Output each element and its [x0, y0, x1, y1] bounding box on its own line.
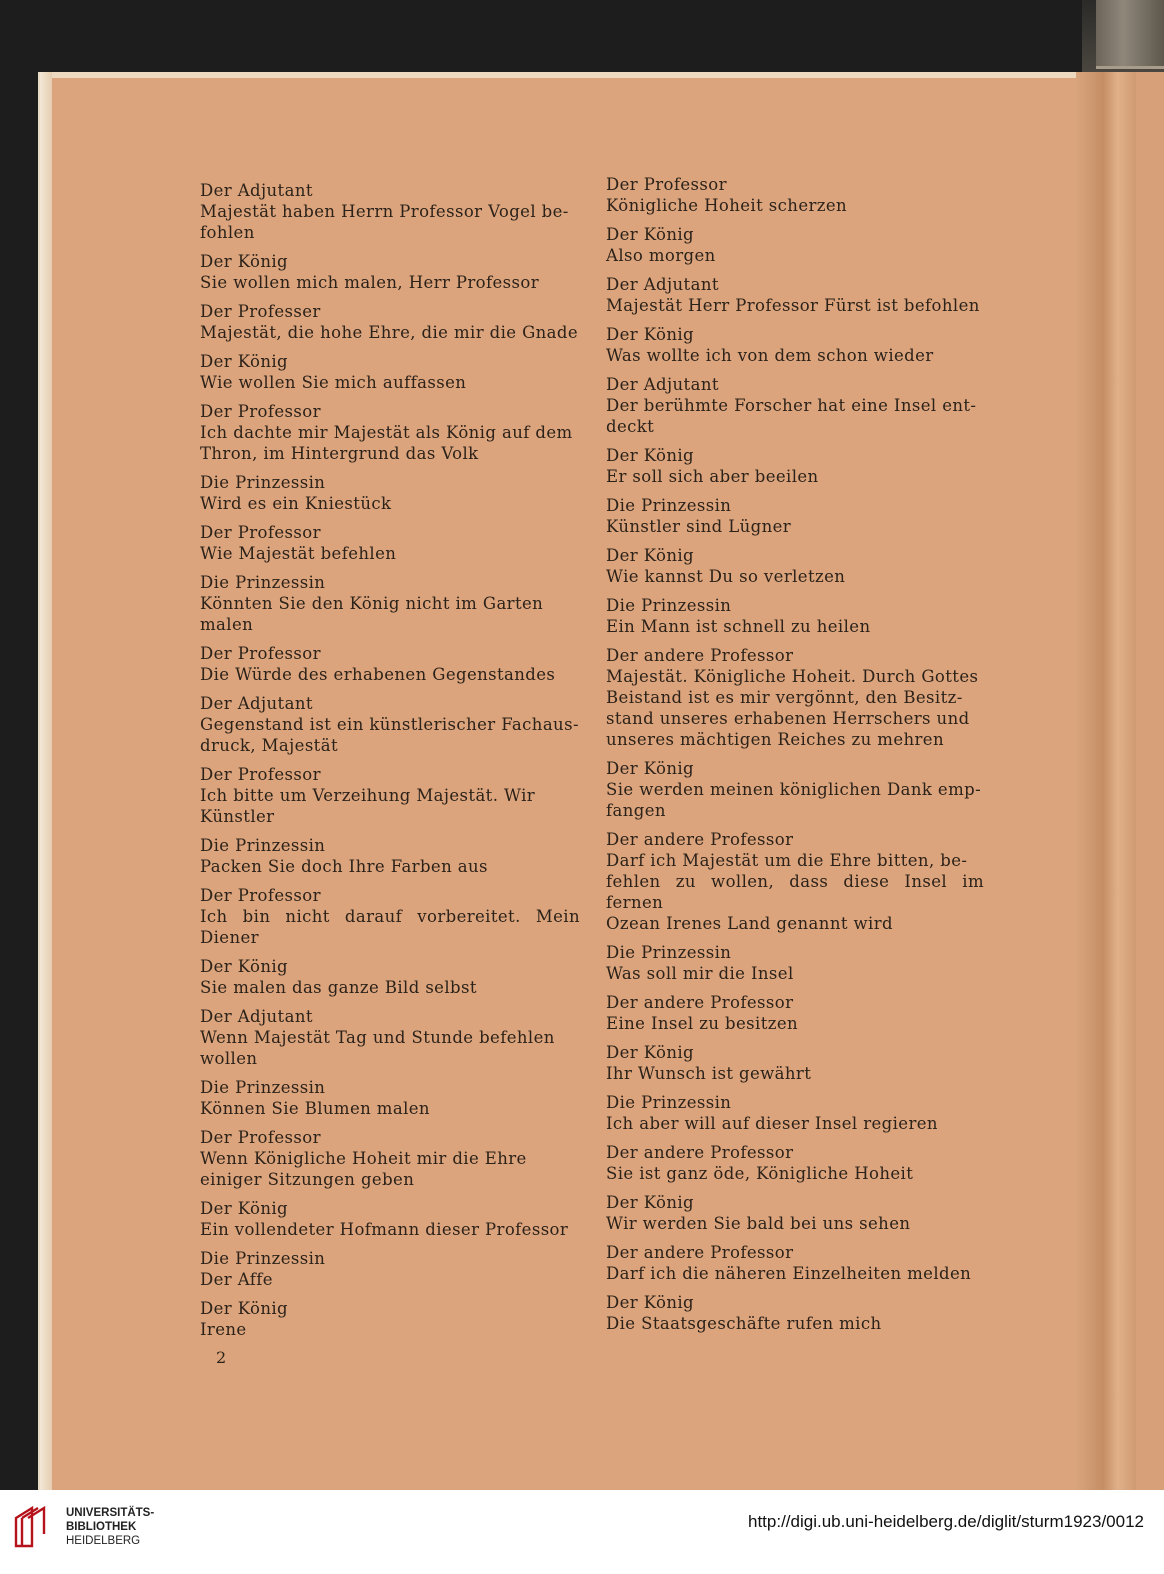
dialogue-entry [606, 1242, 984, 1284]
dialogue-entry [200, 1006, 580, 1069]
dialogue-entry [606, 495, 984, 537]
dialogue-line: wollen [200, 1049, 258, 1068]
speaker-name: Die Prinzessin [606, 496, 732, 515]
page-left-edge [40, 72, 52, 1490]
speaker-name: Die Prinzessin [200, 1249, 326, 1268]
dialogue-entry [606, 1042, 984, 1084]
dialogue-line: unseres mächtigen Reiches zu mehren [606, 730, 944, 749]
dialogue-entry [200, 1198, 580, 1240]
speaker-name: Der König [606, 225, 695, 244]
library-name-line2: BIBLIOTHEK [66, 1521, 137, 1533]
speaker-name: Die Prinzessin [606, 943, 732, 962]
speaker-name: Der König [200, 1199, 289, 1218]
speaker-name: Der König [606, 325, 695, 344]
speaker-name: Der König [606, 759, 695, 778]
dialogue-entry [606, 1142, 984, 1184]
page-gutter [1076, 72, 1136, 1490]
dialogue-entry [200, 693, 580, 756]
speaker-name: Der Professer [200, 302, 321, 321]
dialogue-line: Was wollte ich von dem schon wieder [606, 346, 934, 365]
dialogue-line: Wenn Majestät Tag und Stunde befehlen [200, 1028, 555, 1047]
speaker-name: Der andere Professor [606, 993, 794, 1012]
dialogue-line: Ein vollendeter Hofmann dieser Professor [200, 1220, 569, 1239]
dialogue-line: einiger Sitzungen geben [200, 1170, 415, 1189]
dialogue-line: fehlen zu wollen, dass diese Insel im fernen [606, 872, 984, 912]
dialogue-entry [200, 835, 580, 877]
dialogue-entry [200, 522, 580, 564]
dialogue-line: Ihr Wunsch ist gewährt [606, 1064, 812, 1083]
dialogue-line: Eine Insel zu besitzen [606, 1014, 799, 1033]
dialogue-line: Packen Sie doch Ihre Farben aus [200, 857, 488, 876]
dialogue-entry [606, 445, 984, 487]
dialogue-entry [200, 301, 580, 343]
adjacent-book-edge [1082, 0, 1164, 72]
dialogue-entry [200, 1127, 580, 1190]
dialogue-line: Ich aber will auf dieser Insel regieren [606, 1114, 938, 1133]
dialogue-line: Wir werden Sie bald bei uns sehen [606, 1214, 911, 1233]
dialogue-line: Wird es ein Kniestück [200, 494, 392, 513]
dialogue-line: Ich bitte um Verzeihung Majestät. Wir [200, 786, 536, 805]
dialogue-line: Wie wollen Sie mich auffassen [200, 373, 467, 392]
dialogue-line: Irene [200, 1320, 247, 1339]
dialogue-line: Beistand ist es mir vergönnt, den Besitz- [606, 688, 963, 707]
dialogue-line: Sie werden meinen königlichen Dank emp- [606, 780, 982, 799]
dialogue-line: Wie kannst Du so verletzen [606, 567, 846, 586]
speaker-name: Der Adjutant [606, 375, 719, 394]
dialogue-entry [200, 764, 580, 827]
speaker-name: Der Professor [200, 402, 321, 421]
dialogue-entry [606, 1092, 984, 1134]
dialogue-line: Wie Majestät befehlen [200, 544, 397, 563]
library-logo-icon [12, 1504, 58, 1550]
dialogue-entry [200, 180, 580, 243]
dialogue-line: Der berühmte Forscher hat eine Insel ent- [606, 396, 977, 415]
dialogue-entry [200, 956, 580, 998]
library-name-line3: HEIDELBERG [66, 1535, 141, 1547]
speaker-name: Der andere Professor [606, 1143, 794, 1162]
speaker-name: Der Professor [200, 1128, 321, 1147]
dialogue-line: Er soll sich aber beeilen [606, 467, 819, 486]
speaker-name: Der König [606, 1193, 695, 1212]
speaker-name: Der Adjutant [606, 275, 719, 294]
speaker-name: Der König [606, 546, 695, 565]
speaker-name: Die Prinzessin [606, 596, 732, 615]
dialogue-line: Sie ist ganz öde, Königliche Hoheit [606, 1164, 914, 1183]
dialogue-line: Ein Mann ist schnell zu heilen [606, 617, 871, 636]
dialogue-line: Die Staatsgeschäfte rufen mich [606, 1314, 882, 1333]
dialogue-line: Gegenstand ist ein künstlerischer Fachaus- [200, 715, 579, 734]
dialogue-line: Die Würde des erhabenen Gegenstandes [200, 665, 556, 684]
dialogue-entry [200, 1298, 580, 1340]
speaker-name: Der andere Professor [606, 646, 794, 665]
speaker-name: Der Adjutant [200, 181, 313, 200]
speaker-name: Der Adjutant [200, 1007, 313, 1026]
dialogue-entry [200, 643, 580, 685]
dialogue-line: Ich dachte mir Majestät als König auf dem [200, 423, 573, 442]
speaker-name: Der Professor [606, 175, 727, 194]
book-spine [1096, 0, 1164, 69]
dialogue-entry [200, 251, 580, 293]
speaker-name: Die Prinzessin [200, 836, 326, 855]
dialogue-line: Könnten Sie den König nicht im Garten [200, 594, 544, 613]
speaker-name: Der andere Professor [606, 830, 794, 849]
dialogue-line: Künstler sind Lügner [606, 517, 792, 536]
dialogue-entry [606, 758, 984, 821]
dialogue-line: Können Sie Blumen malen [200, 1099, 430, 1118]
dialogue-entry [606, 174, 984, 216]
dialogue-entry [606, 645, 984, 750]
dialogue-line: Ozean Irenes Land genannt wird [606, 914, 893, 933]
dialogue-line: Wenn Königliche Hoheit mir die Ehre [200, 1149, 527, 1168]
speaker-name: Die Prinzessin [606, 1093, 732, 1112]
dialogue-line: Sie malen das ganze Bild selbst [200, 978, 477, 997]
speaker-name: Der König [200, 1299, 289, 1318]
dialogue-entry [200, 1248, 580, 1290]
dialogue-line: Königliche Hoheit scherzen [606, 196, 848, 215]
dialogue-line: fohlen [200, 223, 255, 242]
speaker-name: Der Professor [200, 644, 321, 663]
dialogue-line: Majestät Herr Professor Fürst ist befohlen [606, 296, 980, 315]
speaker-name: Der Professor [200, 886, 321, 905]
dialogue-entry [606, 829, 984, 934]
document-url[interactable]: http://digi.ub.uni-heidelberg.de/diglit/sturm1923/0012 [748, 1512, 1144, 1531]
dialogue-entry [200, 1077, 580, 1119]
right-dialogue-column [606, 174, 984, 1342]
footer-bar [0, 1490, 1164, 1574]
dialogue-line: Ich bin nicht darauf vorbereitet. Mein Diener [200, 907, 580, 947]
dialogue-line: Der Affe [200, 1270, 273, 1289]
left-dialogue-column [200, 180, 580, 1348]
dialogue-entry [606, 992, 984, 1034]
dialogue-line: deckt [606, 417, 655, 436]
dialogue-line: fangen [606, 801, 666, 820]
dialogue-line: Majestät. Königliche Hoheit. Durch Gottes [606, 667, 979, 686]
dialogue-line: Also morgen [606, 246, 716, 265]
page-top-edge [40, 72, 1164, 78]
speaker-name: Der Professor [200, 765, 321, 784]
dialogue-line: Darf ich die näheren Einzelheiten melden [606, 1264, 972, 1283]
dialogue-line: Was soll mir die Insel [606, 964, 794, 983]
dialogue-entry [200, 401, 580, 464]
dialogue-entry [606, 545, 984, 587]
speaker-name: Der König [200, 252, 289, 271]
speaker-name: Der König [606, 1043, 695, 1062]
library-name-line1: UNIVERSITÄTS- [66, 1507, 155, 1519]
speaker-name: Der andere Professor [606, 1243, 794, 1262]
dialogue-line: Künstler [200, 807, 275, 826]
dialogue-entry [200, 572, 580, 635]
dialogue-entry [606, 942, 984, 984]
dialogue-entry [200, 885, 580, 948]
dialogue-entry [606, 1292, 984, 1334]
next-page-edge [1136, 72, 1164, 1490]
dialogue-entry [606, 595, 984, 637]
speaker-name: Der König [200, 352, 289, 371]
speaker-name: Die Prinzessin [200, 473, 326, 492]
dialogue-line: Majestät haben Herrn Professor Vogel be- [200, 202, 569, 221]
speaker-name: Der Adjutant [200, 694, 313, 713]
dialogue-line: malen [200, 615, 254, 634]
dialogue-line: druck, Majestät [200, 736, 338, 755]
dialogue-line: Darf ich Majestät um die Ehre bitten, be- [606, 851, 968, 870]
dialogue-entry [606, 1192, 984, 1234]
library-name [66, 1506, 154, 1548]
speaker-name: Die Prinzessin [200, 573, 326, 592]
speaker-name: Der König [200, 957, 289, 976]
speaker-name: Der König [606, 446, 695, 465]
dialogue-entry [606, 224, 984, 266]
page-number: 2 [216, 1348, 227, 1367]
scanned-page [40, 72, 1164, 1490]
dialogue-line: Sie wollen mich malen, Herr Professor [200, 273, 540, 292]
speaker-name: Der König [606, 1293, 695, 1312]
dialogue-entry [606, 374, 984, 437]
dialogue-line: Thron, im Hintergrund das Volk [200, 444, 479, 463]
dialogue-line: Majestät, die hohe Ehre, die mir die Gnade [200, 323, 579, 342]
speaker-name: Der Professor [200, 523, 321, 542]
dialogue-line: stand unseres erhabenen Herrschers und [606, 709, 970, 728]
dialogue-entry [606, 324, 984, 366]
dialogue-entry [606, 274, 984, 316]
speaker-name: Die Prinzessin [200, 1078, 326, 1097]
dialogue-entry [200, 472, 580, 514]
dialogue-entry [200, 351, 580, 393]
